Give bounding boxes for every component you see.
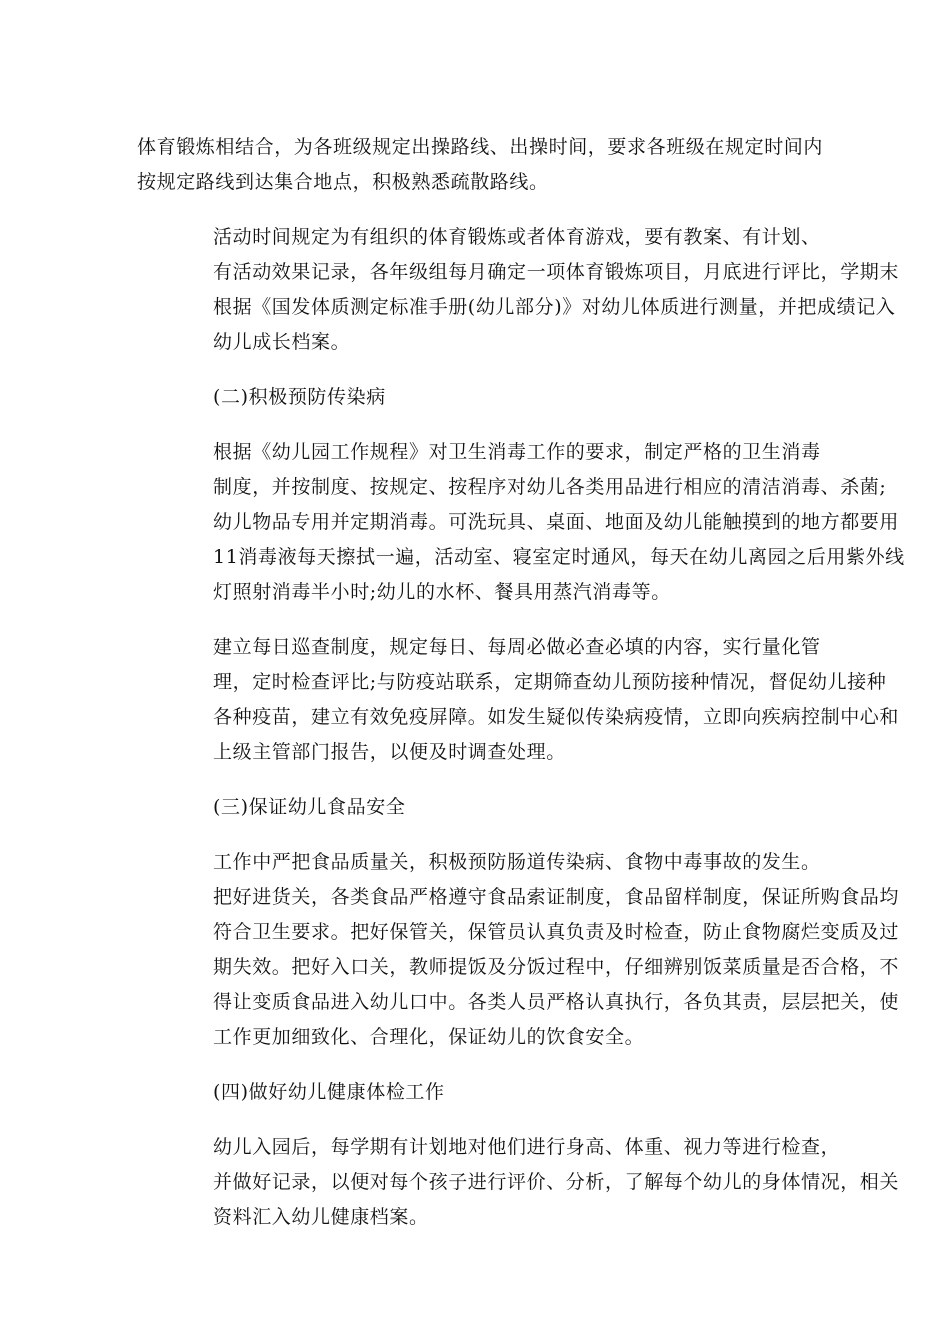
text-line: 根据《国发体质测定标准手册(幼儿部分)》对幼儿体质进行测量，并把成绩记入 [213, 296, 896, 318]
paragraph [137, 220, 900, 360]
paragraph [137, 630, 900, 770]
section-heading [137, 790, 813, 825]
paragraph [137, 435, 905, 610]
section-heading [137, 1075, 813, 1110]
text-line: (二)积极预防传染病 [213, 386, 386, 408]
text-line: 幼儿成长档案。 [213, 331, 351, 353]
text-line: 并做好记录，以便对每个孩子进行评价、分析，了解每个幼儿的身体情况，相关 [213, 1171, 900, 1193]
paragraph [137, 1130, 900, 1235]
text-line: 幼儿物品专用并定期消毒。可洗玩具、桌面、地面及幼儿能触摸到的地方都要用 [213, 511, 900, 533]
text-line: (三)保证幼儿食品安全 [213, 796, 406, 818]
text-line: 资料汇入幼儿健康档案。 [213, 1206, 429, 1228]
text-line: 工作中严把食品质量关，积极预防肠道传染病、食物中毒事故的发生。 [213, 851, 821, 873]
text-line: 根据《幼儿园工作规程》对卫生消毒工作的要求，制定严格的卫生消毒 [213, 441, 821, 463]
text-line: 工作更加细致化、合理化，保证幼儿的饮食安全。 [213, 1026, 645, 1048]
text-line: 体育锻炼相结合，为各班级规定出操路线、出操时间，要求各班级在规定时间内 [137, 136, 824, 158]
paragraph [137, 130, 824, 200]
text-line: 理，定时检查评比;与防疫站联系，定期筛查幼儿预防接种情况，督促幼儿接种 [213, 671, 887, 693]
text-line: 期失效。把好入口关，教师提饭及分饭过程中，仔细辨别饭菜质量是否合格，不 [213, 956, 900, 978]
text-line: 按规定路线到达集合地点，积极熟悉疏散路线。 [137, 171, 549, 193]
document-body [137, 130, 905, 1255]
paragraph [137, 845, 900, 1055]
text-line: 制度，并按制度、按规定、按程序对幼儿各类用品进行相应的清洁消毒、杀菌; [213, 476, 887, 498]
text-line: 活动时间规定为有组织的体育锻炼或者体育游戏，要有教案、有计划、 [213, 226, 821, 248]
text-line: (四)做好幼儿健康体检工作 [213, 1081, 445, 1103]
text-line: 幼儿入园后，每学期有计划地对他们进行身高、体重、视力等进行检查， [213, 1136, 841, 1158]
text-line: 符合卫生要求。把好保管关，保管员认真负责及时检查，防止食物腐烂变质及过 [213, 921, 900, 943]
text-line: 11消毒液每天擦拭一遍，活动室、寝室定时通风，每天在幼儿离园之后用紫外线 [213, 546, 905, 568]
text-line: 各种疫苗，建立有效免疫屏障。如发生疑似传染病疫情，立即向疾病控制中心和 [213, 706, 900, 728]
text-line: 把好进货关，各类食品严格遵守食品索证制度，食品留样制度，保证所购食品均 [213, 886, 900, 908]
text-line: 得让变质食品进入幼儿口中。各类人员严格认真执行，各负其责，层层把关，使 [213, 991, 900, 1013]
section-heading [137, 380, 813, 415]
text-line: 有活动效果记录，各年级组每月确定一项体育锻炼项目，月底进行评比，学期末 [213, 261, 900, 283]
text-line: 建立每日巡查制度，规定每日、每周必做必查必填的内容，实行量化管 [213, 636, 821, 658]
text-line: 上级主管部门报告，以便及时调查处理。 [213, 741, 566, 763]
text-line: 灯照射消毒半小时;幼儿的水杯、餐具用蒸汽消毒等。 [213, 581, 671, 603]
